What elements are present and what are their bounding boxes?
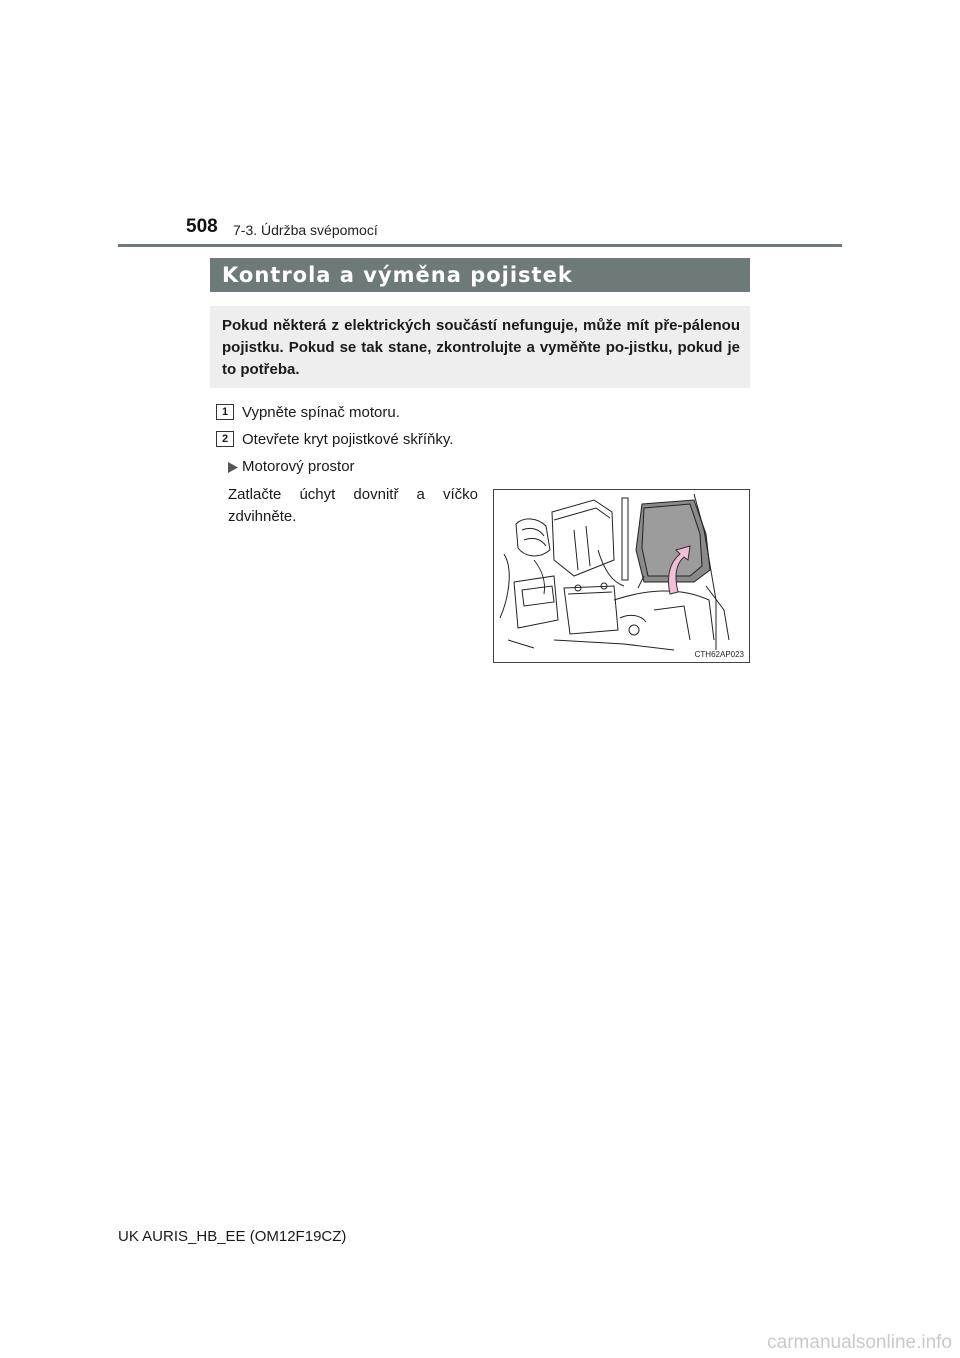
page-title: Kontrola a výměna pojistek (222, 263, 573, 287)
title-bar (210, 258, 750, 292)
section-reference: 7-3. Údržba svépomocí (233, 222, 378, 238)
intro-text: Pokud některá z elektrických součástí nefunguje, může mít pře-pálenou pojistku. Pokud se tak stane, zkontrolujte a vyměňte po-jistku, pokud je to potřeba. (222, 317, 740, 378)
footer-model-code: UK AURIS_HB_EE (OM12F19CZ) (118, 1228, 347, 1245)
step-number-badge: 1 (216, 404, 234, 420)
header-rule (118, 244, 842, 247)
step-number-badge: 2 (216, 431, 234, 447)
step-text: Vypněte spínač motoru. (242, 404, 400, 421)
step-text: Otevřete kryt pojistkové skříňky. (242, 431, 454, 448)
lift-arrow-icon (494, 490, 750, 663)
instruction-text: Zatlačte úchyt dovnitř a víčko zdvihněte. (228, 486, 478, 525)
triangle-bullet-icon (228, 462, 238, 473)
figure-code: CTH62AP023 (694, 650, 744, 659)
bullet-text: Motorový prostor (242, 458, 355, 475)
watermark: carmanualsonline.info (767, 1332, 952, 1353)
page-number: 508 (186, 216, 218, 237)
intro-box (210, 306, 750, 388)
engine-bay-figure (493, 489, 750, 663)
